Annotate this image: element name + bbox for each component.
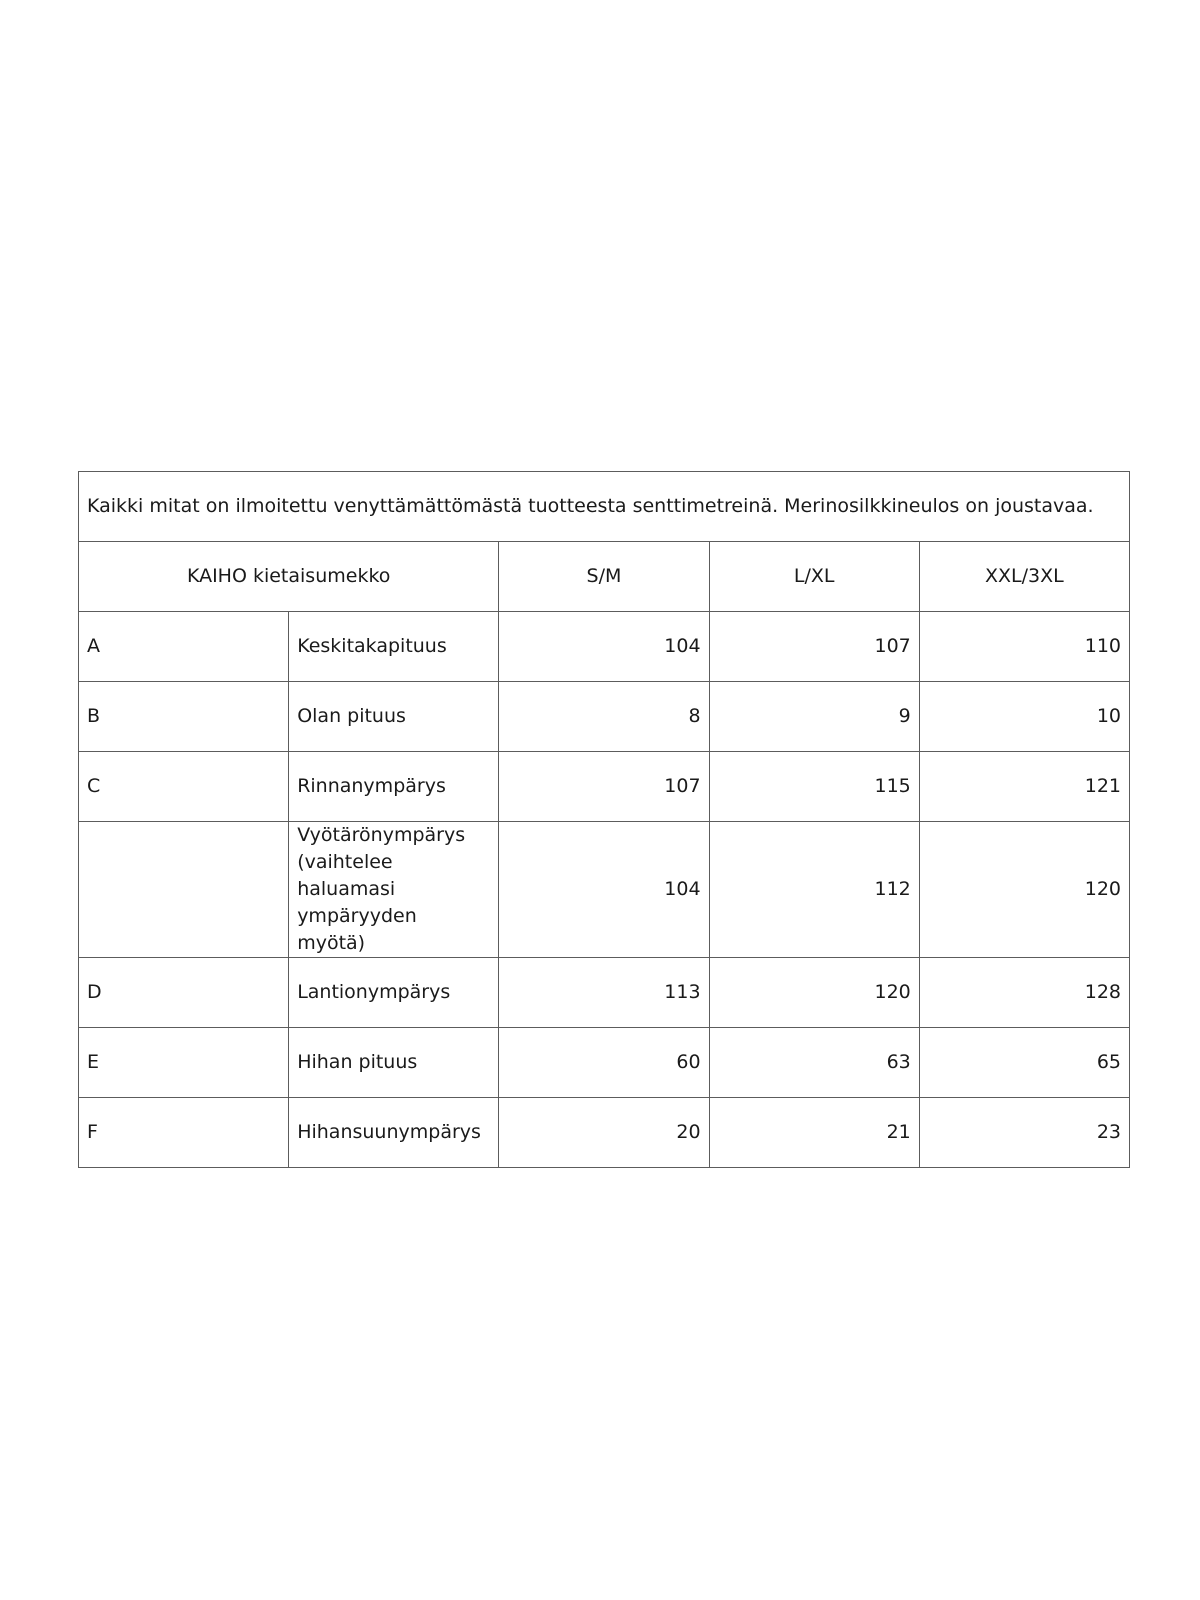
value-sm: 113 <box>499 958 709 1028</box>
value-lxl: 112 <box>709 822 919 958</box>
measurement-label: Keskitakapituus <box>289 612 499 682</box>
label-line: ympäryyden myötä) <box>297 905 417 954</box>
table-row <box>79 1098 1130 1168</box>
value-lxl: 120 <box>709 958 919 1028</box>
size-chart-table <box>78 471 1130 1168</box>
size-header-sm: S/M <box>499 542 709 612</box>
note-row <box>79 472 1130 542</box>
measurement-code: A <box>79 612 289 682</box>
measurement-note: Kaikki mitat on ilmoitettu venyttämättömästä tuotteesta senttimetreinä. Merinosilkkineulos on joustavaa. <box>79 472 1130 542</box>
header-row <box>79 542 1130 612</box>
value-xxl3xl: 65 <box>919 1028 1129 1098</box>
size-header-xxl3xl: XXL/3XL <box>919 542 1129 612</box>
measurement-code: F <box>79 1098 289 1168</box>
value-xxl3xl: 120 <box>919 822 1129 958</box>
table-row <box>79 612 1130 682</box>
measurement-code <box>79 822 289 958</box>
table-row <box>79 752 1130 822</box>
measurement-label: Lantionympärys <box>289 958 499 1028</box>
value-xxl3xl: 10 <box>919 682 1129 752</box>
value-sm: 20 <box>499 1098 709 1168</box>
table-row <box>79 1028 1130 1098</box>
table-row <box>79 682 1130 752</box>
measurement-label: Hihansuunympärys <box>289 1098 499 1168</box>
label-line: Vyötärönympärys <box>297 824 466 846</box>
value-sm: 8 <box>499 682 709 752</box>
size-header-lxl: L/XL <box>709 542 919 612</box>
value-lxl: 63 <box>709 1028 919 1098</box>
table-row <box>79 822 1130 958</box>
value-sm: 104 <box>499 822 709 958</box>
value-xxl3xl: 110 <box>919 612 1129 682</box>
value-lxl: 9 <box>709 682 919 752</box>
measurement-label: Rinnanympärys <box>289 752 499 822</box>
value-sm: 60 <box>499 1028 709 1098</box>
measurement-code: B <box>79 682 289 752</box>
value-lxl: 115 <box>709 752 919 822</box>
value-lxl: 107 <box>709 612 919 682</box>
measurement-code: D <box>79 958 289 1028</box>
measurement-label <box>289 822 499 958</box>
measurement-label: Olan pituus <box>289 682 499 752</box>
value-xxl3xl: 121 <box>919 752 1129 822</box>
label-line: (vaihtelee haluamasi <box>297 851 396 900</box>
value-sm: 107 <box>499 752 709 822</box>
product-name-header: KAIHO kietaisumekko <box>79 542 499 612</box>
value-lxl: 21 <box>709 1098 919 1168</box>
value-xxl3xl: 23 <box>919 1098 1129 1168</box>
value-sm: 104 <box>499 612 709 682</box>
measurement-code: E <box>79 1028 289 1098</box>
measurement-label: Hihan pituus <box>289 1028 499 1098</box>
value-xxl3xl: 128 <box>919 958 1129 1028</box>
measurement-code: C <box>79 752 289 822</box>
table-row <box>79 958 1130 1028</box>
